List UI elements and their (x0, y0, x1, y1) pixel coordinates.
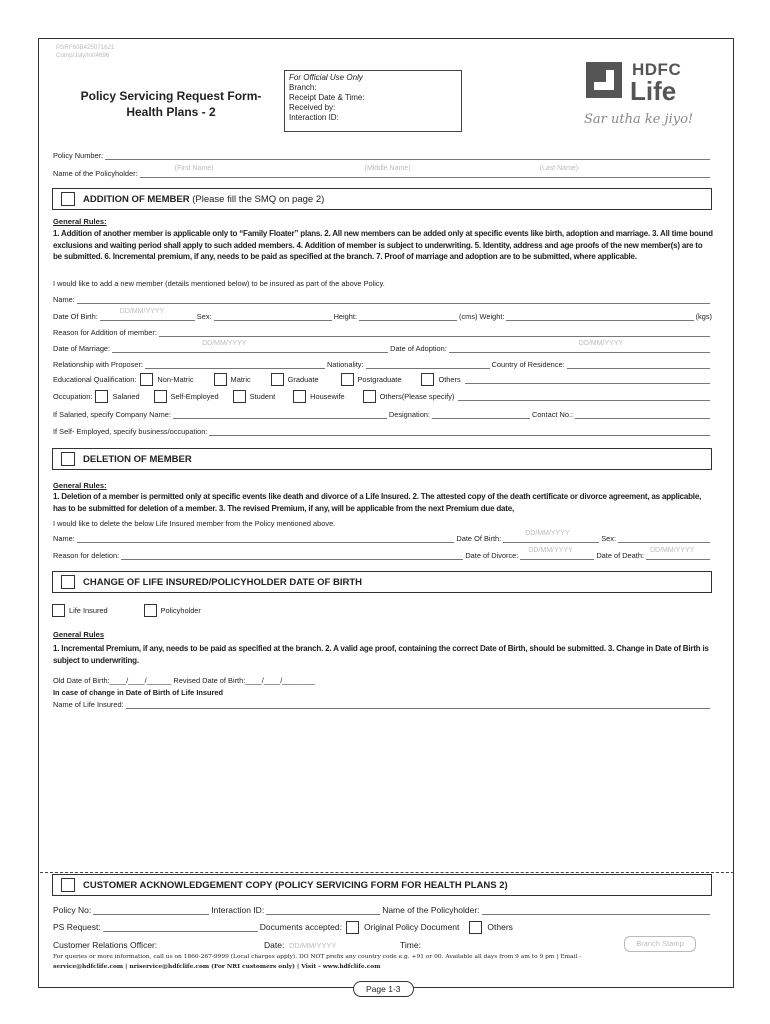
occupation-label: Occupation: (53, 391, 93, 401)
ack-time-label: Time: (400, 940, 421, 950)
edu-opt: Non-Matric (157, 374, 194, 384)
middle-name-hint: (Middle Name) (364, 165, 411, 172)
ack-date-hint[interactable]: DD/MM/YYYY (289, 941, 337, 950)
add-sex-field[interactable] (214, 311, 332, 321)
edu-others-field[interactable] (465, 374, 710, 384)
cut-line (40, 872, 734, 873)
del-dob-field[interactable] (503, 530, 599, 543)
company-label: If Salaried, specify Company Name: (53, 410, 171, 419)
occ-others-field[interactable] (458, 391, 710, 401)
cro-label: Customer Relations Officer: (53, 940, 158, 950)
deletion-rules-text: 1. Deletion of a member is permitted only at specific events like death and divorce of a Life Insured. 2. The attested copy of the death certificate or divorce agreement, as applicable, has to be submitted for deletion of a member. 3. The revised Premium, if any, will be applicable from the next Premium due date, (53, 492, 702, 513)
page-title: Policy Servicing Request Form- Health Plans - 2 (80, 89, 262, 120)
occ-student-checkbox[interactable] (233, 390, 246, 403)
adoption-date-field[interactable] (449, 340, 710, 353)
last-name-hint: (Last Name) (539, 165, 579, 172)
original-doc-label: Original Policy Document (363, 922, 460, 932)
others-label: Others (487, 922, 513, 932)
designation-label: Designation: (388, 410, 430, 419)
business-label: If Self- Employed, specify business/occupation: (53, 427, 208, 436)
original-doc-checkbox[interactable] (346, 921, 359, 934)
li-name-label: Name of Life Insured: (53, 700, 124, 709)
change-dob-checkbox[interactable] (61, 575, 75, 589)
ack-policy-label: Policy No: (53, 905, 92, 915)
brand-life: Life (630, 76, 677, 106)
kgs-label: (kgs) (695, 312, 712, 321)
occ-opt: Student (249, 391, 276, 401)
li-name-field[interactable] (126, 699, 710, 709)
old-revised-dob[interactable]: Old Date of Birth:____/____/______ Revised Date of Birth:____/____/________ (53, 676, 316, 685)
ack-policy-field[interactable] (93, 905, 209, 915)
policyholder-checkbox[interactable] (144, 604, 157, 617)
divorce-hint: DD/MM/YYYY (528, 547, 573, 554)
ack-holder-label: Name of the Policyholder: (382, 905, 480, 915)
occ-salaried-checkbox[interactable] (95, 390, 108, 403)
add-name-label: Name: (53, 295, 75, 304)
del-dob-label: Date Of Birth: (456, 534, 502, 543)
relationship-label: Relationship with Proposer: (53, 360, 143, 369)
policyholder-name-field[interactable] (140, 165, 710, 178)
del-sex-field[interactable] (618, 533, 710, 543)
nationality-label: Nationality: (326, 360, 364, 369)
change-rules-text: 1. Incremental Premium, if any, needs to be paid as specified at the branch. 2. A valid age proof, containing the correct Date of Birth, should be submitted. 3. Change in Date of Birth is subject to underwriting. (53, 644, 709, 665)
edu-postgraduate-checkbox[interactable] (341, 373, 354, 386)
change-case-note: In case of change in Date of Birth of Life Insured (53, 688, 224, 697)
addition-rules-text: 1. Addition of another member is applicable only to “Family Floater” plans. 2. All new members can be added only at specific events like birth, adoption and marriage. 3. All time bound exclusions and waiting period shall apply to such added members. 4. Addition of member is subject to underwriting. 5. Identity, address and age proofs of the new member(s) are to be submitted. 6. Incremental premium, if any, needs to be paid as specified at the branch. 7. Proof of marriage and adoption are to be submitted, where applicable. (53, 229, 713, 262)
divorce-date-field[interactable] (520, 547, 594, 560)
marriage-date-label: Date of Marriage: (53, 344, 111, 353)
form-code: PSRF60B425071621 Comp/July/Int/4696 (56, 44, 115, 59)
occ-opt: Salaried (112, 391, 140, 401)
ack-section-header: CUSTOMER ACKNOWLEDGEMENT COPY (POLICY SERVICING FORM FOR HEALTH PLANS 2) (52, 874, 712, 896)
adoption-date-label: Date of Adoption: (390, 344, 447, 353)
brand-hdfc: HDFC (632, 60, 682, 79)
relationship-field[interactable] (145, 359, 325, 369)
policyholder-name-label: Name of the Policyholder: (53, 169, 138, 178)
logo-square-icon (594, 70, 606, 82)
addition-section-header: ADDITION OF MEMBER (Please fill the SMQ on page 2) (52, 188, 712, 210)
nationality-field[interactable] (366, 359, 490, 369)
country-field[interactable] (567, 359, 710, 369)
ack-docs-label: Documents accepted: (259, 922, 342, 932)
add-height-field[interactable] (359, 311, 457, 321)
occ-self-checkbox[interactable] (154, 390, 167, 403)
del-reason-label: Reason for deletion: (53, 551, 120, 560)
addition-intro: I would like to add a new member (details mentioned below) to be insured as part of the above Policy. (53, 279, 385, 288)
ack-date-label: Date: (264, 940, 285, 950)
ack-interaction-field[interactable] (266, 905, 380, 915)
death-date-label: Date of Death: (596, 551, 644, 560)
ack-ps-label: PS Request: (53, 922, 101, 932)
country-label: Country of Residence: (491, 360, 565, 369)
ack-ps-field[interactable] (103, 922, 258, 932)
designation-field[interactable] (432, 409, 530, 419)
occ-opt: Housewife (310, 391, 345, 401)
del-name-field[interactable] (77, 533, 455, 543)
del-reason-field[interactable] (121, 550, 463, 560)
add-height-label: Height: (333, 312, 357, 321)
add-sex-label: Sex: (196, 312, 212, 321)
deletion-section-header: DELETION OF MEMBER (52, 448, 712, 470)
edu-opt: Others (438, 374, 461, 384)
occ-others-checkbox[interactable] (363, 390, 376, 403)
change-dob-section-header: CHANGE OF LIFE INSURED/POLICYHOLDER DATE OF BIRTH (52, 571, 712, 593)
del-dob-hint: DD/MM/YYYY (525, 530, 570, 537)
education-label: Educational Qualification: (53, 374, 137, 384)
occ-housewife-checkbox[interactable] (293, 390, 306, 403)
contact-info-1: For queries or more information, call us on 1860-267-9999 (Local charges apply). DO NOT prefix any country code e.g. +91 or 00. Available all days from 9 am to 9 pm | Email - (53, 954, 582, 960)
policy-number-field[interactable] (105, 150, 710, 160)
adoption-hint: DD/MM/YYYY (578, 340, 624, 347)
policy-number-label: Policy Number: (53, 151, 104, 160)
ack-checkbox[interactable] (61, 878, 75, 892)
add-reason-label: Reason for Addition of member: (53, 328, 157, 337)
edu-graduate-checkbox[interactable] (271, 373, 284, 386)
occ-opt: Self-Employed (170, 391, 219, 401)
divorce-date-label: Date of Divorce: (465, 551, 519, 560)
brand-tagline: Sar utha ke jiyo! (584, 112, 694, 127)
del-sex-label: Sex: (601, 534, 616, 543)
change-rules-heading: General Rules (53, 630, 105, 639)
add-reason-field[interactable] (159, 327, 710, 337)
life-insured-checkbox[interactable] (52, 604, 65, 617)
marriage-date-field[interactable] (112, 340, 388, 353)
others-checkbox[interactable] (469, 921, 482, 934)
edu-opt: Postgraduate (357, 374, 402, 384)
edu-matric-checkbox[interactable] (214, 373, 227, 386)
edu-opt: Graduate (287, 374, 319, 384)
edu-nonmatric-checkbox[interactable] (140, 373, 153, 386)
branch-stamp-box: Branch Stamp (624, 936, 696, 952)
edu-opt: Matric (230, 374, 251, 384)
contact-field[interactable] (575, 409, 710, 419)
add-weight-label: (cms) Weight: (459, 312, 505, 321)
edu-others-checkbox[interactable] (421, 373, 434, 386)
add-dob-label: Date Of Birth: (53, 312, 98, 321)
del-name-label: Name: (53, 534, 75, 543)
add-name-field[interactable] (77, 294, 710, 304)
ack-interaction-label: Interaction ID: (211, 905, 265, 915)
death-hint: DD/MM/YYYY (650, 547, 695, 554)
deletion-checkbox[interactable] (61, 452, 75, 466)
ack-holder-field[interactable] (482, 905, 710, 915)
official-use-box: For Official Use Only Branch: Receipt Date & Time: Received by: Interaction ID: (284, 70, 462, 132)
add-weight-field[interactable] (506, 311, 693, 321)
contact-info-2: service@hdfclife.com | nriservice@hdfclife.com (For NRI customers only) | Visit - www.hdfclife.com (53, 963, 381, 971)
business-field[interactable] (209, 426, 710, 436)
deletion-intro: I would like to delete the below Life Insured member from the Policy mentioned above. (53, 519, 336, 528)
contact-label: Contact No.: (531, 410, 574, 419)
company-field[interactable] (173, 409, 387, 419)
policyholder-label: Policyholder (160, 606, 201, 615)
add-dob-field[interactable] (100, 308, 195, 321)
first-name-hint: (First Name) (174, 165, 214, 172)
occ-opt: Others(Please specify) (379, 391, 455, 401)
deletion-rules-heading: General Rules: (53, 481, 107, 490)
addition-rules-heading: General Rules: (53, 217, 107, 226)
page-number: Page 1-3 (353, 981, 414, 997)
addition-checkbox[interactable] (61, 192, 75, 206)
dob-hint: DD/MM/YYYY (119, 308, 165, 315)
death-date-field[interactable] (646, 547, 710, 560)
marriage-hint: DD/MM/YYYY (202, 340, 247, 347)
life-insured-label: Life Insured (69, 606, 108, 615)
